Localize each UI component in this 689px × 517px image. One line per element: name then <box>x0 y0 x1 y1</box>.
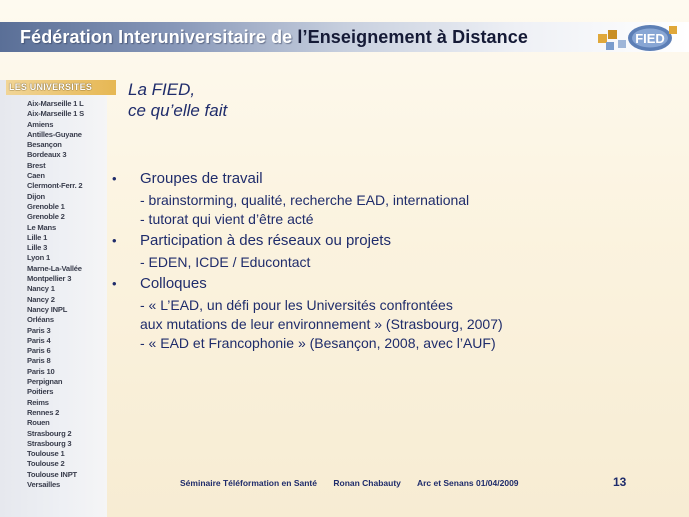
bullet-text: Colloques <box>140 275 207 292</box>
university-item: Clermont-Ferr. 2 <box>27 181 83 191</box>
footer-place-date: Arc et Senans 01/04/2009 <box>416 478 519 488</box>
fied-logo-icon <box>596 22 682 56</box>
university-item: Paris 4 <box>27 335 51 345</box>
puzzle-piece-orange <box>598 34 607 43</box>
university-item: Perpignan <box>27 377 63 387</box>
section-title <box>128 79 428 121</box>
universities-heading <box>6 80 116 95</box>
university-item: Paris 3 <box>27 325 51 335</box>
university-item: Lyon 1 <box>27 253 50 263</box>
university-item: Le Mans <box>27 222 56 232</box>
section-title-line1: La FIED, <box>128 80 196 99</box>
university-item: Caen <box>27 171 45 181</box>
bullet-item <box>112 229 672 253</box>
university-item: Strasbourg 2 <box>27 428 72 438</box>
university-item: Nancy 2 <box>27 294 55 304</box>
university-item: Rennes 2 <box>27 407 60 417</box>
university-item: Paris 6 <box>27 346 51 356</box>
bullet-item <box>112 167 672 191</box>
bullet-icon: • <box>112 171 117 186</box>
puzzle-piece-gold <box>608 30 617 39</box>
university-item: Aix-Marseille 1 S <box>27 109 84 119</box>
university-item: Montpellier 3 <box>27 274 72 284</box>
university-item: Orléans <box>27 315 54 325</box>
bullet-item <box>112 272 672 296</box>
sub-item: - brainstorming, qualité, recherche EAD, international <box>140 192 470 208</box>
university-item: Versailles <box>27 479 61 489</box>
university-item: Rouen <box>27 418 50 428</box>
university-item: Paris 10 <box>27 366 55 376</box>
bullet-text: Groupes de travail <box>140 170 263 187</box>
footer-event: Séminaire Téléformation en Santé <box>180 478 317 488</box>
university-item: Toulouse 1 <box>27 449 65 459</box>
university-item: Toulouse 2 <box>27 459 65 469</box>
university-item: Reims <box>27 397 49 407</box>
university-item: Besançon <box>27 140 62 150</box>
university-item: Marne-La-Vallée <box>27 263 82 273</box>
bullet-icon: • <box>112 276 117 291</box>
university-item: Nancy 1 <box>27 284 55 294</box>
puzzle-piece-blue <box>606 42 614 50</box>
puzzle-piece-corner <box>669 26 677 34</box>
university-item: Paris 8 <box>27 356 51 366</box>
university-item: Dijon <box>27 191 45 201</box>
university-item: Grenoble 1 <box>27 201 65 211</box>
university-item: Nancy INPL <box>27 304 68 314</box>
university-item: Lille 3 <box>27 243 48 253</box>
bullet-text: Participation à des réseaux ou projets <box>140 232 391 249</box>
header-title-dark: l’Enseignement à Distance <box>297 27 528 47</box>
university-item: Amiens <box>27 119 54 129</box>
page-number: 13 <box>613 475 627 489</box>
universities-heading-label: LES UNIVERSITES <box>9 82 93 92</box>
university-item: Aix-Marseille 1 L <box>27 99 84 108</box>
university-item: Bordeaux 3 <box>27 150 67 160</box>
sub-item: - EDEN, ICDE / Educontact <box>140 254 311 270</box>
university-item: Grenoble 2 <box>27 212 65 222</box>
sub-item: aux mutations de leur environnement » (Strasbourg, 2007) <box>140 316 503 332</box>
header-banner <box>0 22 689 52</box>
sub-item: - « EAD et Francophonie » (Besançon, 2008, avec l’AUF) <box>140 335 496 351</box>
content-body <box>112 167 672 353</box>
puzzle-piece-lightblue <box>618 40 626 48</box>
university-item: Toulouse INPT <box>27 469 77 479</box>
footer-author: Ronan Chabauty <box>333 478 401 488</box>
section-title-line2: ce qu’elle fait <box>128 101 228 120</box>
sub-item: - tutorat qui vient d’être acté <box>140 211 314 227</box>
university-item: Brest <box>27 160 46 170</box>
sub-item: - « L’EAD, un défi pour les Universités confrontées <box>140 297 453 313</box>
header-title <box>20 25 528 49</box>
footer <box>180 478 533 488</box>
header-title-light: Fédération Interuniversitaire de <box>20 27 298 47</box>
university-item: Antilles-Guyane <box>27 129 82 139</box>
university-item: Strasbourg 3 <box>27 438 72 448</box>
university-item: Poitiers <box>27 387 54 397</box>
university-item: Lille 1 <box>27 232 48 242</box>
logo-text: FIED <box>635 31 665 46</box>
universities-list <box>27 99 84 490</box>
bullet-icon: • <box>112 233 117 248</box>
